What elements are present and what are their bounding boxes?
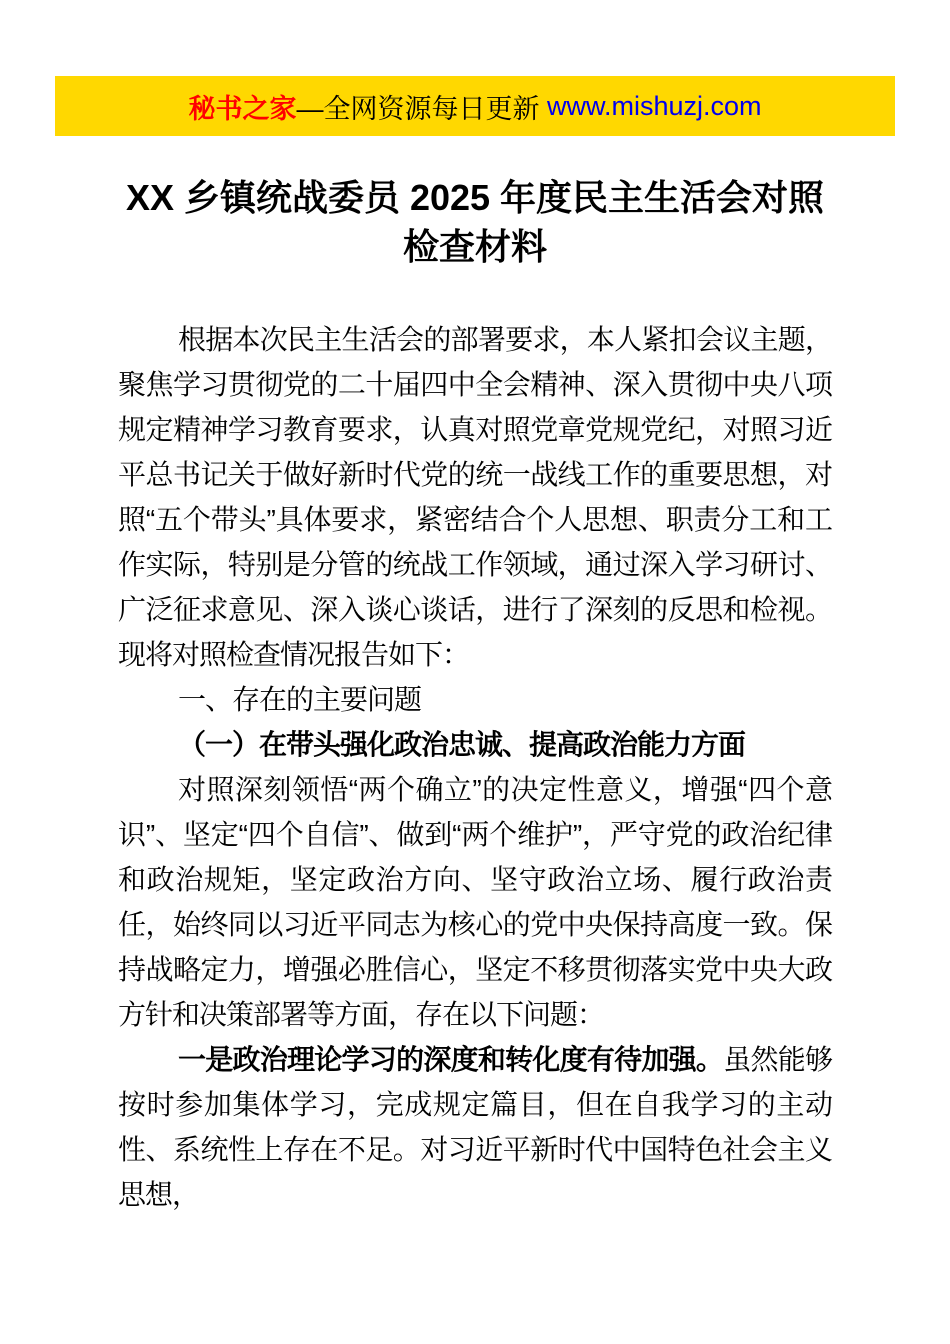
document-title: XX 乡镇统战委员 2025 年度民主生活会对照检查材料	[125, 177, 825, 267]
paragraph-body: 根据本次民主生活会的部署要求，本人紧扣会议主题，聚焦学习贯彻党的二十届四中全会精神、深入贯彻中央八项规定精神学习教育要求，认真对照党章党规党纪，对照习近平总书记关于做好新时代党的统一战线工作的重要思想，对照“五个带头”具体要求，紧密结合个人思想、职责分工和工作实际，特别是分管的统战工作领域，通过深入学习研讨、广泛征求意见、深入谈心谈话，进行了深刻的反思和检视。现将对照检查情况报告如下：	[118, 324, 832, 670]
paragraph-lead-bold: 一是政治理论学习的深度和转化度有待加强。	[178, 1044, 724, 1075]
site-header-banner	[55, 76, 895, 136]
paragraph-body: 一是政治理论学习的深度和转化度有待加强。虽然能够按时参加集体学习，完成规定篇目，但在自我学习的主动性、系统性上存在不足。对习近平新时代中国特色社会主义思想，	[118, 1044, 832, 1210]
paragraph-heading2: （一）在带头强化政治忠诚、提高政治能力方面	[178, 729, 746, 760]
document-content	[118, 173, 832, 1217]
paragraph-body: 对照深刻领悟“两个确立”的决定性意义，增强“四个意识”、坚定“四个自信”、做到“两个维护”，严守党的政治纪律和政治规矩，坚定政治方向、坚守政治立场、履行政治责任，始终同以习近平同志为核心的党中央保持高度一致。保持战略定力，增强必胜信心，坚定不移贯彻落实党中央大政方针和决策部署等方面，存在以下问题：	[118, 774, 832, 1030]
site-name: 秘书之家	[188, 93, 297, 124]
site-url-link[interactable]: www.mishuzj.com	[546, 90, 762, 121]
site-tagline: —全网资源每日更新	[296, 93, 547, 124]
document-body	[118, 317, 832, 1217]
paragraph-heading1: 一、存在的主要问题	[178, 684, 422, 715]
